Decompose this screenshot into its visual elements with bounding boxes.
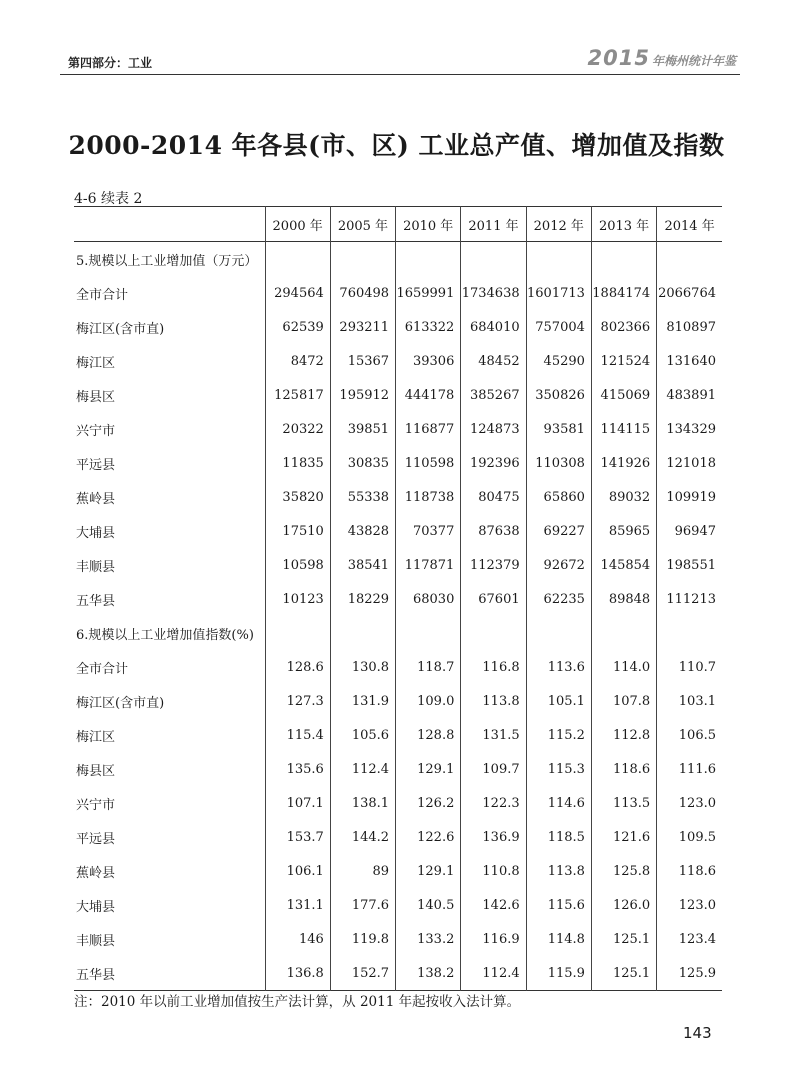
yearbook-title [588, 46, 736, 70]
table-cell: 123.0 [657, 888, 722, 922]
table-cell [526, 616, 591, 650]
table-cell: 128.6 [265, 650, 330, 684]
table-cell: 35820 [265, 480, 330, 514]
table-cell: 62539 [265, 310, 330, 344]
table-cell: 123.4 [657, 922, 722, 956]
table-cell: 153.7 [265, 820, 330, 854]
table-cell [330, 616, 395, 650]
column-header: 2012 年 [526, 207, 591, 242]
table-cell: 444178 [396, 378, 461, 412]
column-header: 2013 年 [591, 207, 656, 242]
table-row [74, 310, 722, 344]
table-cell: 757004 [526, 310, 591, 344]
table-row [74, 650, 722, 684]
table-cell: 38541 [330, 548, 395, 582]
table-cell: 17510 [265, 514, 330, 548]
table-row [74, 956, 722, 991]
table-cell: 125.1 [591, 956, 656, 991]
table-cell [396, 616, 461, 650]
table-cell: 117871 [396, 548, 461, 582]
table-cell: 105.6 [330, 718, 395, 752]
table-cell: 65860 [526, 480, 591, 514]
table-cell: 177.6 [330, 888, 395, 922]
table-cell: 110.7 [657, 650, 722, 684]
column-header: 2011 年 [461, 207, 526, 242]
table-row [74, 820, 722, 854]
table-row [74, 344, 722, 378]
table-cell: 136.8 [265, 956, 330, 991]
table-cell: 8472 [265, 344, 330, 378]
table-cell: 10598 [265, 548, 330, 582]
table-cell [396, 242, 461, 277]
table-cell: 113.8 [526, 854, 591, 888]
table-cell: 89848 [591, 582, 656, 616]
row-label: 兴宁市 [76, 423, 116, 439]
table-row [74, 514, 722, 548]
yearbook-year: 2015 [587, 46, 650, 70]
table-cell: 89032 [591, 480, 656, 514]
table-section-row [74, 616, 722, 650]
table-cell: 45290 [526, 344, 591, 378]
table-cell: 146 [265, 922, 330, 956]
table-cell: 30835 [330, 446, 395, 480]
row-label: 梅县区 [76, 763, 116, 779]
table-cell: 110598 [396, 446, 461, 480]
table-cell: 113.6 [526, 650, 591, 684]
table-cell: 114115 [591, 412, 656, 446]
table-cell: 131640 [657, 344, 722, 378]
table-cell: 92672 [526, 548, 591, 582]
row-label: 梅县区 [76, 389, 116, 405]
table-cell: 85965 [591, 514, 656, 548]
table-cell: 18229 [330, 582, 395, 616]
table-row [74, 922, 722, 956]
table-cell: 87638 [461, 514, 526, 548]
page-number: 143 [683, 1024, 712, 1042]
table-cell: 89 [330, 854, 395, 888]
table-cell: 109.5 [657, 820, 722, 854]
table-cell [461, 616, 526, 650]
row-label: 大埔县 [76, 899, 116, 915]
table-cell: 48452 [461, 344, 526, 378]
table-cell: 55338 [330, 480, 395, 514]
table-cell: 96947 [657, 514, 722, 548]
table-cell: 103.1 [657, 684, 722, 718]
table-section-row [74, 242, 722, 277]
table-cell: 2066764 [657, 276, 722, 310]
table-cell: 39851 [330, 412, 395, 446]
section-heading: 6.规模以上工业增加值指数(%) [76, 627, 254, 643]
table-cell: 1884174 [591, 276, 656, 310]
table-cell: 109.7 [461, 752, 526, 786]
table-cell: 118.6 [591, 752, 656, 786]
table-cell: 10123 [265, 582, 330, 616]
table-cell: 62235 [526, 582, 591, 616]
table-cell: 130.8 [330, 650, 395, 684]
footnote: 注：2010 年以前工业增加值按生产法计算，从 2011 年起按收入法计算。 [74, 994, 521, 1010]
table-cell: 106.5 [657, 718, 722, 752]
row-label: 梅江区(含市直) [76, 695, 165, 711]
table-cell: 111.6 [657, 752, 722, 786]
table-cell: 131.9 [330, 684, 395, 718]
table-cell: 810897 [657, 310, 722, 344]
table-code: 4-6 续表 2 [74, 191, 143, 207]
table-header-row [74, 207, 722, 242]
table-cell: 112379 [461, 548, 526, 582]
table-cell: 195912 [330, 378, 395, 412]
table-cell: 109919 [657, 480, 722, 514]
table-cell: 15367 [330, 344, 395, 378]
table-cell: 113.5 [591, 786, 656, 820]
table-cell: 121.6 [591, 820, 656, 854]
table-row [74, 786, 722, 820]
table-row [74, 854, 722, 888]
table-cell: 116877 [396, 412, 461, 446]
table-cell [265, 616, 330, 650]
table-cell: 385267 [461, 378, 526, 412]
table-cell: 141926 [591, 446, 656, 480]
table-cell: 483891 [657, 378, 722, 412]
table-cell: 93581 [526, 412, 591, 446]
table-cell: 144.2 [330, 820, 395, 854]
table-row [74, 480, 722, 514]
table-cell: 129.1 [396, 854, 461, 888]
row-label: 兴宁市 [76, 797, 116, 813]
table-cell: 67601 [461, 582, 526, 616]
table-cell: 118.7 [396, 650, 461, 684]
table-cell: 112.4 [461, 956, 526, 991]
table-cell [591, 242, 656, 277]
table-row [74, 752, 722, 786]
row-label: 梅江区 [76, 729, 116, 745]
table-cell: 684010 [461, 310, 526, 344]
table-cell: 760498 [330, 276, 395, 310]
table-cell: 11835 [265, 446, 330, 480]
table-cell: 115.4 [265, 718, 330, 752]
table-cell: 121524 [591, 344, 656, 378]
table-cell: 133.2 [396, 922, 461, 956]
yearbook-name: 年梅州统计年鉴 [651, 54, 736, 68]
table-cell: 127.3 [265, 684, 330, 718]
table-cell: 128.8 [396, 718, 461, 752]
table-cell: 80475 [461, 480, 526, 514]
table-cell [657, 242, 722, 277]
row-label: 全市合计 [76, 661, 129, 677]
table-cell: 124873 [461, 412, 526, 446]
table-cell: 116.9 [461, 922, 526, 956]
table-cell: 70377 [396, 514, 461, 548]
table-cell: 122.6 [396, 820, 461, 854]
row-label: 五华县 [76, 593, 116, 609]
table-cell: 350826 [526, 378, 591, 412]
table-cell: 415069 [591, 378, 656, 412]
table-cell: 118.6 [657, 854, 722, 888]
table-cell: 115.9 [526, 956, 591, 991]
table-cell: 123.0 [657, 786, 722, 820]
table-cell: 126.2 [396, 786, 461, 820]
table-row [74, 718, 722, 752]
table-cell: 121018 [657, 446, 722, 480]
table-cell: 43828 [330, 514, 395, 548]
table-cell: 192396 [461, 446, 526, 480]
row-label: 平远县 [76, 831, 116, 847]
table-cell [657, 616, 722, 650]
table-cell: 125.8 [591, 854, 656, 888]
section-heading: 5.规模以上工业增加值（万元） [76, 253, 258, 269]
table-cell: 1734638 [461, 276, 526, 310]
table-cell: 118738 [396, 480, 461, 514]
table-cell: 145854 [591, 548, 656, 582]
table-cell: 129.1 [396, 752, 461, 786]
table-cell [330, 242, 395, 277]
row-label: 梅江区 [76, 355, 116, 371]
table-cell [265, 242, 330, 277]
table-cell: 69227 [526, 514, 591, 548]
table-row [74, 446, 722, 480]
table-cell: 107.8 [591, 684, 656, 718]
row-label: 大埔县 [76, 525, 116, 541]
table-cell: 119.8 [330, 922, 395, 956]
table-cell: 105.1 [526, 684, 591, 718]
row-label: 蕉岭县 [76, 865, 116, 881]
table-row [74, 888, 722, 922]
table-cell: 198551 [657, 548, 722, 582]
table-cell: 136.9 [461, 820, 526, 854]
table-cell: 135.6 [265, 752, 330, 786]
table-cell: 112.8 [591, 718, 656, 752]
table-cell: 131.5 [461, 718, 526, 752]
table-cell: 115.6 [526, 888, 591, 922]
row-label: 平远县 [76, 457, 116, 473]
table-cell: 106.1 [265, 854, 330, 888]
table-cell: 125817 [265, 378, 330, 412]
table-cell [591, 616, 656, 650]
column-header: 2000 年 [265, 207, 330, 242]
table-row [74, 548, 722, 582]
page-title: 2000-2014 年各县(市、区) 工业总产值、增加值及指数 [68, 131, 725, 160]
table-cell: 131.1 [265, 888, 330, 922]
row-label: 蕉岭县 [76, 491, 116, 507]
table-body [74, 242, 722, 991]
table-cell: 110308 [526, 446, 591, 480]
table-cell: 116.8 [461, 650, 526, 684]
header-corner [74, 207, 265, 242]
table-cell: 68030 [396, 582, 461, 616]
table-cell: 20322 [265, 412, 330, 446]
table-cell: 113.8 [461, 684, 526, 718]
table-cell: 802366 [591, 310, 656, 344]
table-cell: 114.6 [526, 786, 591, 820]
table-cell: 107.1 [265, 786, 330, 820]
row-label: 梅江区(含市直) [76, 321, 165, 337]
table-cell: 152.7 [330, 956, 395, 991]
table-cell [461, 242, 526, 277]
table-row [74, 412, 722, 446]
table-cell: 114.8 [526, 922, 591, 956]
page-header [60, 44, 740, 75]
table-row [74, 276, 722, 310]
table-cell: 109.0 [396, 684, 461, 718]
column-header: 2005 年 [330, 207, 395, 242]
table-cell: 122.3 [461, 786, 526, 820]
row-label: 五华县 [76, 967, 116, 983]
table-cell: 125.9 [657, 956, 722, 991]
table-cell: 293211 [330, 310, 395, 344]
table-cell: 118.5 [526, 820, 591, 854]
table-cell: 140.5 [396, 888, 461, 922]
table-cell: 142.6 [461, 888, 526, 922]
table-cell: 39306 [396, 344, 461, 378]
table-cell: 138.2 [396, 956, 461, 991]
row-label: 丰顺县 [76, 559, 116, 575]
table-cell: 114.0 [591, 650, 656, 684]
table-cell: 613322 [396, 310, 461, 344]
row-label: 全市合计 [76, 287, 129, 303]
table-cell: 134329 [657, 412, 722, 446]
table-cell [526, 242, 591, 277]
column-header: 2010 年 [396, 207, 461, 242]
section-label: 第四部分：工业 [68, 56, 153, 70]
row-label: 丰顺县 [76, 933, 116, 949]
table-row [74, 582, 722, 616]
table-cell: 115.2 [526, 718, 591, 752]
table-cell: 138.1 [330, 786, 395, 820]
table-cell: 110.8 [461, 854, 526, 888]
data-table [74, 206, 722, 991]
table-cell: 115.3 [526, 752, 591, 786]
table-row [74, 378, 722, 412]
table-cell: 126.0 [591, 888, 656, 922]
table-cell: 112.4 [330, 752, 395, 786]
table-cell: 111213 [657, 582, 722, 616]
table-cell: 1659991 [396, 276, 461, 310]
column-header: 2014 年 [657, 207, 722, 242]
table-cell: 1601713 [526, 276, 591, 310]
table-cell: 294564 [265, 276, 330, 310]
table-row [74, 684, 722, 718]
table-cell: 125.1 [591, 922, 656, 956]
